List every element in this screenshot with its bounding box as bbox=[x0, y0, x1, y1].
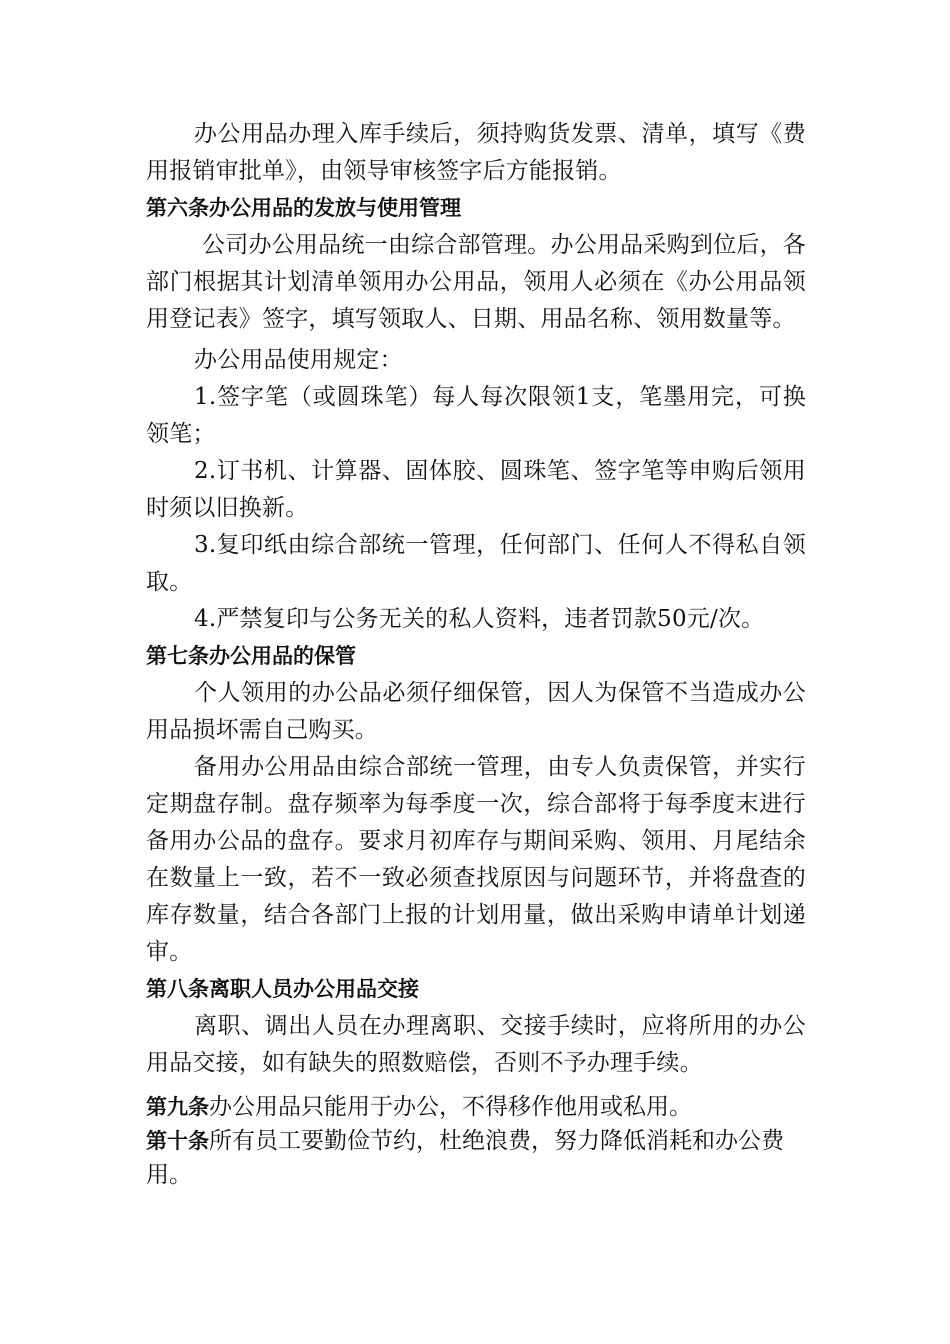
handover-paragraph: 离职、调出人员在办理离职、交接手续时，应将所用的办公用品交接，如有缺失的照数赔偿，否则不予办理手续。 bbox=[146, 1013, 806, 1076]
document-body bbox=[146, 116, 806, 1192]
article-9-lead: 第九条 bbox=[146, 1095, 209, 1119]
usage-rules-intro: 办公用品使用规定： bbox=[194, 347, 403, 373]
usage-rule-2: 2.订书机、计算器、固体胶、圆珠笔、签字笔等申购后领用时须以旧换新。 bbox=[146, 458, 806, 521]
article-9 bbox=[146, 1090, 806, 1124]
distribution-paragraph: 公司办公用品统一由综合部管理。办公用品采购到位后，各部门根据其计划清单领用办公用品，领用人必须在《办公用品领用登记表》签字，填写领取人、日期、用品名称、领用数量等。 bbox=[146, 232, 806, 332]
usage-rule-4: 4.严禁复印与公务无关的私人资料，违者罚款50元/次。 bbox=[194, 606, 765, 632]
article-10 bbox=[146, 1124, 806, 1192]
personal-custody-paragraph: 个人领用的办公品必须仔细保管，因人为保管不当造成办公用品损坏需自己购买。 bbox=[146, 680, 806, 743]
article-6-heading: 第六条办公用品的发放与使用管理 bbox=[146, 196, 461, 220]
article-9-text: 办公用品只能用于办公，不得移作他用或私用。 bbox=[209, 1094, 692, 1120]
article-10-lead: 第十条 bbox=[146, 1129, 209, 1153]
reimbursement-paragraph: 办公用品办理入库手续后，须持购货发票、清单，填写《费用报销审批单》，由领导审核签字后方能报销。 bbox=[146, 121, 806, 184]
usage-rule-1: 1.签字笔（或圆珠笔）每人每次限领1支，笔墨用完，可换领笔； bbox=[146, 384, 806, 447]
article-10-text: 所有员工要勤俭节约，杜绝浪费，努力降低消耗和办公费用。 bbox=[146, 1128, 784, 1188]
article-8-heading: 第八条离职人员办公用品交接 bbox=[146, 977, 419, 1001]
usage-rule-3: 3.复印纸由综合部统一管理，任何部门、任何人不得私自领取。 bbox=[146, 532, 806, 595]
article-7-heading: 第七条办公用品的保管 bbox=[146, 644, 356, 668]
inventory-paragraph: 备用办公用品由综合部统一管理，由专人负责保管，并实行定期盘存制。盘存频率为每季度一次，综合部将于每季度末进行备用办公品的盘存。要求月初库存与期间采购、领用、月尾结余在数量上一致，若不一致必须查找原因与问题环节，并将盘查的库存数量，结合各部门上报的计划用量，做出采购申请单计划递审。 bbox=[146, 754, 806, 965]
